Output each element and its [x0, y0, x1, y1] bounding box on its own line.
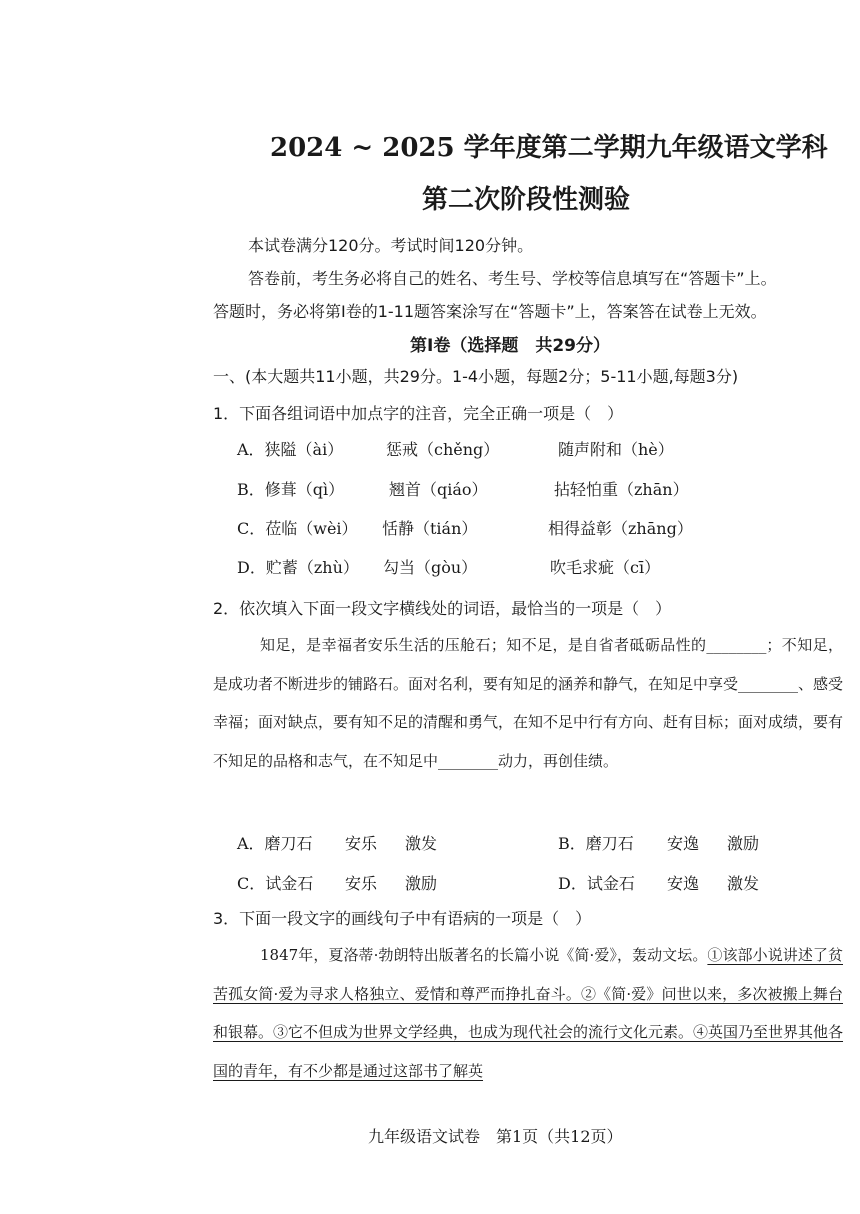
exam-title-line1: 2024 ~ 2025 学年度第二学期九年级语文学科	[270, 133, 828, 163]
page-footer: 九年级语文试卷 第1页（共12页）	[368, 1127, 623, 1146]
question-1-stem: 1．下面各组词语中加点字的注音，完全正确一项是（ ）	[213, 404, 624, 423]
q1-b-item-3: 拈轻怕重（zhān）	[554, 480, 689, 499]
q2-option-d-word-3: 激发	[727, 874, 760, 893]
q2-option-b-word-2: 安逸	[667, 834, 700, 853]
question-2-stem: 2．依次填入下面一段文字横线处的词语，最恰当的一项是（ ）	[213, 599, 672, 618]
instruction-answer-card: 答卷前，考生务必将自己的姓名、考生号、学校等信息填写在“答题卡”上。	[248, 269, 777, 288]
q2-option-b-word-1: B．磨刀石	[558, 834, 634, 853]
question-3-stem: 3．下面一段文字的画线句子中有语病的一项是（ ）	[213, 909, 592, 928]
q1-c-item-1: C．莅临（wèi）	[237, 519, 358, 538]
instruction-score-time: 本试卷满分120分。考试时间120分钟。	[248, 236, 534, 255]
q1-d-item-3: 吹毛求疵（cī）	[550, 558, 661, 577]
q1-c-item-2: 恬静（tián）	[382, 519, 478, 538]
question-3-underlined-sentences: ①该部小说讲述了贫苦孤女简·爱为寻求人格独立、爱情和尊严而挣扎奋斗。②《简·爱》问世以来，多次被搬上舞台和银幕。③它不但成为世界文学经典，也成为现代社会的流行文化元素。④英国乃至世界其他各国的青年，有不少都是通过这部书了解英	[213, 946, 844, 1080]
q2-option-b-word-3: 激励	[727, 834, 760, 853]
q2-option-a-word-3: 激发	[405, 834, 438, 853]
q1-d-item-2: 勾当（gòu）	[383, 558, 478, 577]
q2-option-c-word-1: C．试金石	[237, 874, 314, 893]
q2-option-c-word-3: 激励	[405, 874, 438, 893]
q2-option-a-word-1: A．磨刀石	[237, 834, 313, 853]
volume-title: 第Ⅰ卷（选择题 共29分）	[410, 336, 610, 356]
q1-a-item-1: A．狭隘（ài）	[237, 440, 344, 459]
exam-title-line2: 第二次阶段性测验	[422, 185, 631, 215]
q2-option-a-word-2: 安乐	[345, 834, 378, 853]
q1-b-item-1: B．修葺（qì）	[237, 480, 345, 499]
q2-option-d-word-2: 安逸	[667, 874, 700, 893]
part-one-title: 一、(本大题共11小题，共29分。1-4小题，每题2分；5-11小题,每题3分)	[213, 367, 739, 386]
q1-b-item-2: 翘首（qiáo）	[389, 480, 488, 499]
q1-a-item-3: 随声附和（hè）	[558, 440, 674, 459]
q2-option-d-word-1: D．试金石	[558, 874, 635, 893]
q1-c-item-3: 相得益彰（zhāng）	[548, 519, 693, 538]
q1-a-item-2: 惩戒（chěng）	[386, 440, 500, 459]
question-2-passage: 知足，是幸福者安乐生活的压舱石；知不足，是自省者砥砺品性的________；不知足，是成功者不断进步的铺路石。面对名利，要有知足的涵养和静气，在知足中享受________、感受幸福；面对缺点，要有知不足的清醒和勇气，在知不足中行有方向、赶有目标；面对成绩，要有不知足的品格和志气，在不知足中________动力，再创佳绩。	[213, 636, 844, 770]
instruction-volume-one: 答题时，务必将第Ⅰ卷的1-11题答案涂写在“答题卡”上，答案答在试卷上无效。	[213, 302, 767, 321]
question-3-intro: 1847年，夏洛蒂·勃朗特出版著名的长篇小说《简·爱》，轰动文坛。	[260, 946, 708, 964]
q2-option-c-word-2: 安乐	[345, 874, 378, 893]
question-3-passage	[213, 936, 843, 1090]
q1-d-item-1: D．贮蓄（zhù）	[237, 558, 359, 577]
